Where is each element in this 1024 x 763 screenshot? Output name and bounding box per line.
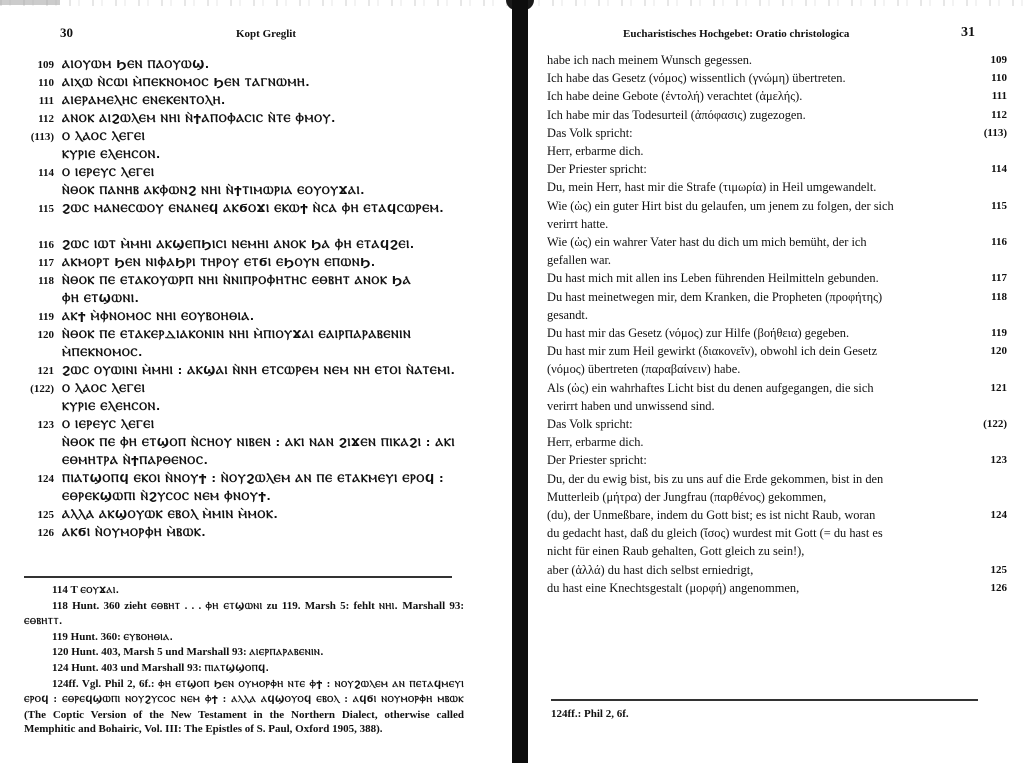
line-number: 114 <box>991 163 1007 176</box>
line-number: 114 <box>38 167 54 179</box>
line-number <box>979 488 1007 506</box>
line-text: Ⲛ̀ⲐⲞⲔ ⲠⲈ ⲈⲦⲀⲔⲈⲢⲆⲒⲀⲔⲞⲚⲒⲚ ⲚⲎⲒ Ⲙ̀ⲠⲒⲞⲨϪⲀⲒ ⲈⲀⲒⲢⲠⲀⲢⲀⲂⲈⲚⲒⲚ <box>62 328 412 341</box>
line-number: 125 <box>37 509 54 521</box>
line-number <box>979 360 1007 378</box>
coptic-variant: ⲈⲐⲂⲎⲦ <box>151 601 181 612</box>
coptic-line <box>18 56 498 74</box>
line-text: Ich habe mir das Todesurteil (ἀπόφασις) zugezogen. <box>547 107 806 122</box>
coptic-line <box>18 326 498 344</box>
translation-line <box>547 342 1007 360</box>
line-text: (νόμος) übertreten (παραβαίνειν) habe. <box>547 362 741 377</box>
footnote-rule <box>551 699 978 701</box>
line-number: (113) <box>30 131 54 143</box>
coptic-text-block <box>18 56 498 542</box>
page-number: 30 <box>60 25 73 40</box>
line-text: Das Volk spricht: <box>547 417 633 432</box>
line-text: ⲪⲎ ⲈⲦϢⲰⲚⲒ. <box>62 292 140 305</box>
translation-line <box>547 506 1007 524</box>
line-text: Der Priester spricht: <box>547 453 647 468</box>
line-number <box>979 142 1007 160</box>
footnote-text: Marshall 93: <box>398 599 465 612</box>
translation-line <box>547 542 1007 560</box>
line-text: ⲀⲒⲬⲰ Ⲛ̀ⲤⲰⲒ Ⲙ̀ⲠⲈⲔⲚⲞⲘⲞⲤ ϦⲈⲚ ⲦⲀⲄⲚⲰⲘⲎ. <box>62 76 311 89</box>
line-number: 121 <box>37 365 54 377</box>
coptic-line <box>18 110 498 128</box>
translation-line <box>547 215 1007 233</box>
line-text: Ⲛ̀ⲐⲞⲔ ⲠⲀⲚⲎⲂ ⲀⲔⲪⲰⲚϨ ⲚⲎⲒ Ⲛ̀ϮⲦⲒⲘⲰⲢⲒⲀ ⲈⲞⲨⲞⲨϪⲀⲒ. <box>62 184 366 197</box>
line-number <box>979 215 1007 233</box>
line-number: (113) <box>983 126 1007 139</box>
line-text: Herr, erbarme dich. <box>547 144 644 159</box>
footnote-text: 120 Hunt. 403, Marsh 5 und Marshall 93: <box>52 646 250 659</box>
line-text: gesandt. <box>547 307 588 322</box>
coptic-line <box>18 200 498 218</box>
translation-line <box>547 233 1007 251</box>
line-text: ⲀⲔϬⲒ Ⲛ̀ⲞⲨⲘⲞⲢⲪⲎ Ⲙ̀ⲂⲰⲔ. <box>62 526 207 539</box>
line-text: nicht für einen Raub gehalten, Gott gleich zu sein!), <box>547 544 805 559</box>
german-translation-block <box>547 51 1007 597</box>
translation-line <box>547 579 1007 597</box>
line-number <box>979 542 1007 560</box>
line-text: Mutterleib (μήτρα) der Jungfrau (παρθένος) gekommen, <box>547 489 827 504</box>
line-number: 110 <box>991 72 1007 85</box>
footnote-text: 119 Hunt. 360: <box>52 630 124 643</box>
line-number: 119 <box>991 327 1007 340</box>
footnote-text: 118 Hunt. 360 zieht <box>52 599 152 612</box>
running-head: Kopt Greglit <box>236 28 296 40</box>
translation-line <box>547 69 1007 87</box>
line-text: ⲀⲒⲞⲨⲰⲘ ϦⲈⲚ ⲠⲀⲞⲨⲰϢ. <box>62 58 210 71</box>
footnote-entry <box>24 599 464 630</box>
coptic-variant: ⲈⲨⲂⲞⲎⲐⲒⲀ. <box>123 632 174 643</box>
line-text: du hast eine Knechtsgestalt (μορφή) angenommen, <box>547 580 800 595</box>
line-number: 123 <box>37 419 54 431</box>
line-text: Ⲟ ⲒⲈⲢⲈⲨⲤ ⲖⲈⲄⲈⲒ <box>62 166 155 179</box>
line-text: verirrt hatte. <box>547 216 609 231</box>
translation-line <box>547 106 1007 124</box>
line-number: 120 <box>37 329 54 341</box>
line-number: 121 <box>990 381 1007 394</box>
coptic-line <box>18 434 498 452</box>
line-number: (122) <box>983 418 1007 431</box>
coptic-variant: ⲪⲎ ⲈⲦϢⲞⲠ ϦⲈⲚ ⲞⲨⲘⲞⲢⲪⲎ ⲚⲦⲈ ⲪϮ : ⲚⲞⲨϨⲰⲖⲈⲘ ⲀⲚ ⲠⲈⲦⲀϤⲘⲈⲨⲒ ⲈⲢⲞϤ : ⲈⲐⲢⲈϤϢⲰⲠⲒ ⲚⲞⲨϨⲨⲤⲞⲤ ⲚⲈⲘ ⲪϮ : ⲀⲖⲖⲀ ⲀϤϢⲞⲨⲞϤ ⲈⲂⲞⲖ : ⲀϤϬⲒ ⲚⲞⲨⲘⲞⲢⲪⲎ ⲘⲂⲰⲔ <box>24 679 464 706</box>
line-number: (122) <box>30 383 54 395</box>
coptic-line <box>18 164 498 182</box>
footnote-rule <box>24 576 452 578</box>
translation-line <box>547 470 1007 488</box>
line-number: 116 <box>38 239 54 251</box>
translation-line <box>547 178 1007 196</box>
line-text: Du hast meinetwegen mir, dem Kranken, die Propheten (προφήτης) <box>547 289 883 304</box>
line-text: Du hast mich mit allen ins Leben führenden Heilmitteln gebunden. <box>547 271 879 286</box>
coptic-line <box>18 254 498 272</box>
line-text: ϨⲰⲤ ⲘⲀⲚⲈⲤⲰⲞⲨ ⲈⲚⲀⲚⲈϤ ⲀⲔϬⲞϪⲒ ⲈⲔⲰϮ Ⲛ̀ⲤⲀ ⲪⲎ ⲈⲦⲀϤⲤⲰⲢⲈⲘ. <box>62 202 445 215</box>
translation-line <box>547 269 1007 287</box>
line-text: gefallen war. <box>547 253 611 268</box>
line-number <box>979 524 1007 542</box>
line-text: ⲀⲔⲘⲞⲢⲦ ϦⲈⲚ ⲚⲒⲪⲀϦⲢⲒ ⲦⲎⲢⲞⲨ ⲈⲦϬⲒ ⲈϦⲞⲨⲚ ⲈⲠⲰⲚϦ. <box>62 256 376 269</box>
coptic-line <box>18 92 498 110</box>
footnote-text: zu 119. Marsh 5: fehlt <box>262 599 380 612</box>
translation-line <box>547 360 1007 378</box>
line-text: ⲀⲖⲖⲀ ⲀⲔϢⲞⲨⲰⲔ ⲈⲂⲞⲖ Ⲙ̀ⲘⲒⲚ Ⲙ̀ⲘⲞⲔ. <box>62 508 279 521</box>
translation-line <box>547 306 1007 324</box>
coptic-line <box>18 182 498 200</box>
line-number: 109 <box>37 59 54 71</box>
page-number: 31 <box>961 25 975 40</box>
line-text: ⲔⲨⲢⲒⲈ ⲈⲖⲈⲎⲤⲞⲚ. <box>62 400 161 413</box>
footnote-entry <box>24 630 464 646</box>
footnote: 124ff.: Phil 2, 6f. <box>551 708 629 720</box>
line-number <box>18 452 62 470</box>
line-number: 118 <box>991 290 1007 303</box>
translation-line <box>547 124 1007 142</box>
line-text: aber (ἀλλά) du hast dich selbst erniedrigt, <box>547 562 754 577</box>
coptic-variant: ⲀⲒⲈⲢⲠⲀⲢⲀⲂⲈⲚⲒⲚ. <box>249 648 324 659</box>
coptic-line <box>18 290 498 308</box>
translation-line <box>547 142 1007 160</box>
coptic-line <box>18 236 498 254</box>
coptic-line <box>18 524 498 542</box>
footnotes <box>24 583 464 737</box>
line-number: 109 <box>990 54 1007 66</box>
line-number: 120 <box>990 345 1007 358</box>
coptic-line <box>18 362 498 380</box>
line-number: 112 <box>38 113 54 125</box>
line-text: ⲀⲚⲞⲔ ⲀⲒϨⲰⲖⲈⲘ ⲚⲎⲒ Ⲛ̀ϮⲀⲠⲞⲪⲀⲤⲒⲤ Ⲛ̀ⲦⲈ ⲪⲘⲞⲨ. <box>62 112 336 125</box>
line-text: Wie (ὡς) ein guter Hirt bist du gelaufen, um jenem zu folgen, der sich <box>547 198 894 213</box>
line-number: 110 <box>38 77 54 89</box>
translation-line <box>547 433 1007 451</box>
line-text: Wie (ὡς) ein wahrer Vater hast du dich um mich bemüht, der ich <box>547 235 867 250</box>
coptic-line <box>18 74 498 92</box>
translation-line <box>547 397 1007 415</box>
translation-line <box>547 451 1007 469</box>
line-number <box>18 146 62 164</box>
coptic-line <box>18 344 498 362</box>
translation-line <box>547 288 1007 306</box>
coptic-variant: ⲈⲞⲨϪⲀⲒ. <box>80 586 120 596</box>
line-number: 115 <box>38 203 54 215</box>
line-text: ⲀⲔϮ Ⲙ̀ⲪⲚⲞⲘⲞⲤ ⲚⲎⲒ ⲈⲞⲨⲂⲞⲎⲐⲒⲀ. <box>62 310 255 323</box>
footnote-text: . . . <box>180 599 206 612</box>
line-text: Ⲟ ⲖⲀⲞⲤ ⲖⲈⲄⲈⲒ <box>62 382 146 395</box>
translation-line <box>547 524 1007 542</box>
line-number <box>979 470 1007 488</box>
footnote-text: 124ff. Vgl. Phil 2, 6f.: <box>52 677 159 690</box>
line-text: Du, mein Herr, hast mir die Strafe (τιμωρία) in Heil umgewandelt. <box>547 180 877 195</box>
line-number: 111 <box>991 90 1007 103</box>
coptic-line <box>18 128 498 146</box>
coptic-line <box>18 416 498 434</box>
coptic-line <box>18 398 498 416</box>
translation-line <box>547 197 1007 215</box>
coptic-line <box>18 146 498 164</box>
footnote-entry <box>24 583 464 599</box>
line-number <box>979 397 1007 415</box>
coptic-line <box>18 488 498 506</box>
coptic-variant: ⲈⲐⲂⲎⲦⲦ. <box>24 617 63 628</box>
line-text: Das Volk spricht: <box>547 125 633 140</box>
line-text: (du), der Unmeßbare, indem du Gott bist; es ist nicht Raub, woran <box>547 508 876 523</box>
line-number <box>18 182 62 200</box>
line-number: 124 <box>37 473 54 485</box>
line-number <box>979 433 1007 451</box>
book-spine <box>512 0 528 763</box>
line-number: 116 <box>991 236 1007 249</box>
line-text: ⲔⲨⲢⲒⲈ ⲈⲖⲈⲎⲤⲞⲚ. <box>62 148 161 161</box>
translation-line <box>547 251 1007 269</box>
line-text: Herr, erbarme dich. <box>547 435 644 450</box>
line-number: 117 <box>991 272 1007 285</box>
footnote-entry <box>24 677 464 737</box>
right-page <box>528 0 1024 763</box>
line-text: Ich habe deine Gebote (ἐντολή) verachtet (ἀμελής). <box>547 89 803 104</box>
line-number: 117 <box>38 257 54 269</box>
coptic-variant: ⲪⲎ ⲈⲦϢⲰⲚⲒ <box>205 601 263 612</box>
line-text: Du, der du ewig bist, bis zu uns auf die Erde gekommen, bist in den <box>547 471 884 486</box>
line-number: 126 <box>990 581 1007 594</box>
line-number: 125 <box>990 563 1007 576</box>
line-text: ⲈⲐⲢⲈⲔϢⲰⲠⲒ Ⲛ̀ϨⲨⲤⲞⲤ ⲚⲈⲘ ⲪⲚⲞⲨϮ. <box>62 490 272 503</box>
line-text: ⲀⲒⲈⲢⲀⲘⲈⲖⲎⲤ ⲈⲚⲈⲔⲈⲚⲦⲞⲖⲎ. <box>62 94 226 107</box>
line-number: 124 <box>990 509 1007 522</box>
line-number <box>18 434 62 452</box>
translation-line <box>547 51 1007 69</box>
line-text: ϨⲰⲤ ⲞⲨⲰⲒⲚⲒ Ⲙ̀ⲘⲎⲒ : ⲀⲔϢⲀⲒ Ⲛ̀ⲚⲎ ⲈⲦⲤⲰⲢⲈⲘ ⲚⲈⲘ ⲚⲎ ⲈⲦⲞⲒ Ⲛ̀ⲀⲦⲈⲘⲒ. <box>62 364 456 377</box>
line-text: Ⲟ ⲒⲈⲢⲈⲨⲤ ⲖⲈⲄⲈⲒ <box>62 418 155 431</box>
line-number <box>18 290 62 308</box>
line-text: Ⲛ̀ⲐⲞⲔ ⲠⲈ ⲪⲎ ⲈⲦϢⲞⲠ Ⲛ̀ⲤⲎⲞⲨ ⲚⲒⲂⲈⲚ : ⲀⲔⲒ ⲚⲀⲚ ϨⲒϪⲈⲚ ⲠⲒⲔⲀϨⲒ : ⲀⲔⲒ <box>62 436 456 449</box>
footnote-text: 124 Hunt. 403 und Marshall 93: <box>52 661 205 674</box>
footnote-text: (The Coptic Version of the New Testament in the Northern Dialect, otherwise called Memphitic and Bohairic, Vol. III: The Epistles of S. Paul, Oxford 1905, 388). <box>24 708 464 736</box>
coptic-line <box>18 452 498 470</box>
translation-line <box>547 561 1007 579</box>
line-number: 123 <box>990 454 1007 467</box>
line-text: Du hast mir zum Heil gewirkt (διακονεῖν), obwohl ich dein Gesetz <box>547 344 878 359</box>
line-number: 118 <box>38 275 54 287</box>
line-text: ⲠⲒⲀⲦϢⲞⲠϤ ⲈⲔⲞⲒ Ⲛ̀ⲚⲞⲨϮ : Ⲛ̀ⲞⲨϨⲰⲖⲈⲘ ⲀⲚ ⲠⲈ ⲈⲦⲀⲔⲘⲈⲨⲒ ⲈⲢⲞϤ : <box>62 472 445 485</box>
line-text: Ⲙ̀ⲠⲈⲔⲚⲞⲘⲞⲤ. <box>62 346 143 359</box>
coptic-line <box>18 380 498 398</box>
coptic-line <box>18 506 498 524</box>
line-text: du gedacht hast, daß du gleich (ἴσος) wurdest mit Gott (= du hast es <box>547 526 883 541</box>
translation-line <box>547 160 1007 178</box>
line-number <box>18 344 62 362</box>
coptic-line <box>18 272 498 290</box>
footnote-entry <box>24 661 464 677</box>
line-text: Du hast mir das Gesetz (νόμος) zur Hilfe (βοήθεια) gegeben. <box>547 326 850 341</box>
line-text: Ich habe das Gesetz (νόμος) wissentlich (γνώμη) übertreten. <box>547 71 846 86</box>
line-number <box>18 488 62 506</box>
translation-line <box>547 87 1007 105</box>
coptic-variant: ⲠⲒⲀⲦϢϢⲞⲠϤ. <box>204 663 270 674</box>
translation-line <box>547 324 1007 342</box>
coptic-line <box>18 470 498 488</box>
line-text: ϨⲰⲤ ⲒⲰⲦ Ⲙ̀ⲘⲎⲒ ⲀⲔϢⲈⲠϦⲒⲤⲒ ⲚⲈⲘⲎⲒ ⲀⲚⲞⲔ ϦⲀ ⲪⲎ ⲈⲦⲀϤϨⲈⲒ. <box>62 238 415 251</box>
translation-line <box>547 488 1007 506</box>
line-number <box>18 398 62 416</box>
coptic-variant: ⲚⲎⲒ. <box>379 601 399 612</box>
line-number: 119 <box>38 311 54 323</box>
translation-line <box>547 379 1007 397</box>
footnote-entry <box>24 645 464 661</box>
line-number: 112 <box>991 108 1007 121</box>
line-text: ⲈⲐⲘⲎⲦⲢⲀ Ⲛ̀ϮⲠⲀⲢⲐⲈⲚⲞⲤ. <box>62 454 209 467</box>
line-text: Der Priester spricht: <box>547 162 647 177</box>
line-number: 126 <box>37 527 54 539</box>
line-number: 115 <box>991 199 1007 212</box>
coptic-line <box>18 308 498 326</box>
line-number: 111 <box>38 95 54 107</box>
running-head: Eucharistisches Hochgebet: Oratio christologica <box>623 28 850 40</box>
footnote-text: 114 T <box>52 584 81 596</box>
line-number <box>979 251 1007 269</box>
line-text: habe ich nach meinem Wunsch gegessen. <box>547 53 753 67</box>
translation-line <box>547 415 1007 433</box>
line-text: Ⲟ ⲖⲀⲞⲤ ⲖⲈⲄⲈⲒ <box>62 130 146 143</box>
line-number <box>979 306 1007 324</box>
line-number <box>979 178 1007 196</box>
line-text: Ⲛ̀ⲐⲞⲔ ⲠⲈ ⲈⲦⲀⲔⲞⲨⲰⲢⲠ ⲚⲎⲒ Ⲛ̀ⲚⲒⲠⲢⲞⲪⲎⲦⲎⲤ ⲈⲐⲂⲎⲦ ⲀⲚⲞⲔ ϦⲀ <box>62 274 412 287</box>
line-text: verirrt haben und unwissend sind. <box>547 398 715 413</box>
line-text: Als (ὡς) ein wahrhaftes Licht bist du denen aufgegangen, die sich <box>547 380 874 395</box>
